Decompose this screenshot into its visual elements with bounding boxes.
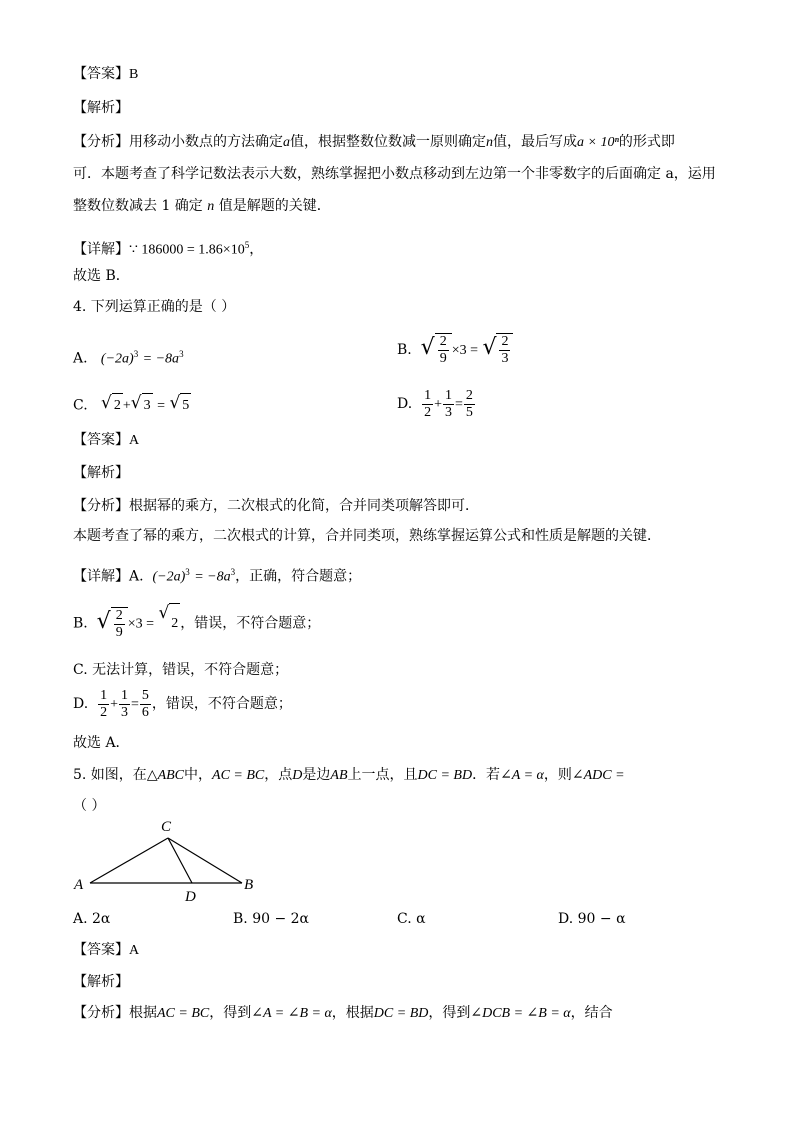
q4-option-d: D. $\frac{1}{2}$ + $\frac{1}{3}$ = $\frac{2}{5}$ [397, 387, 473, 420]
option-label: B. [397, 342, 412, 358]
analysis-tag: 【分析】 [73, 134, 129, 150]
sqrt: √ $\frac{2}{9}$ [97, 607, 128, 641]
q4-analysis-line2: 本题考查了幂的乘方，二次根式的计算，合并同类项，熟练掌握运算公式和性质是解题的关键． [73, 528, 661, 544]
q4-option-b [397, 330, 513, 371]
label-d: D [185, 889, 196, 905]
detail-label: B. [73, 615, 88, 632]
answer-tag: 【答案】 [73, 432, 129, 448]
math-n: n [207, 199, 215, 214]
detail-text: ，错误，不符合题意； [151, 696, 292, 712]
detail-text: ，错误，不符合题意； [180, 615, 321, 632]
answer-value: A [129, 433, 140, 448]
op: = [157, 398, 165, 414]
sqrt: √ 2 [158, 603, 180, 644]
q4-option-c [73, 393, 191, 419]
q5-analysis-heading: 【解析】 [73, 974, 129, 990]
analysis-tag: 【分析】 [73, 498, 129, 514]
q4-detail-b: B. √ $\frac{2}{9}$ ×3 = √ 2 ，错误，不符合题意； [73, 603, 320, 645]
q3-analysis-line1 [73, 132, 675, 153]
q4-detail-d: D. $\frac{1}{2}$ + $\frac{1}{3}$ = $\frac{5}{6}$ ，错误，不符合题意； [73, 687, 292, 720]
analysis-text: 的形式即 [618, 134, 675, 150]
answer-value: B [129, 67, 139, 82]
sqrt: √ $\frac{2}{9}$ [421, 333, 452, 367]
option-rhs: = −8a [142, 351, 180, 367]
q5-answer-line [73, 940, 139, 961]
option-label: D. [397, 396, 413, 412]
sqrt: √ 3 [131, 393, 153, 418]
detail-label: D. [73, 696, 89, 712]
sqrt: √ $\frac{2}{3}$ [482, 333, 513, 367]
analysis-text: 用移动小数点的方法确定 [129, 134, 283, 150]
analysis-text: 值，根据整数位数减一原则确定 [290, 134, 486, 150]
op: + [122, 398, 131, 414]
q4-detail-a: 【详解】A. $(-2a)^3 = -8a^3$，正确，符合题意； [73, 567, 362, 585]
label-c: C [161, 819, 172, 835]
analysis-heading: 解析 [87, 465, 115, 481]
q5-analysis-line1: 【分析】根据AC = BC，得到∠A = ∠B = α，根据DC = BD，得到∠DCB = ∠B = α，结合 [73, 1005, 613, 1021]
detail-end: ， [249, 241, 264, 258]
fraction: $\frac{2}{5}$ [465, 387, 473, 420]
math-n: n [486, 135, 493, 150]
q3-analysis-line3 [73, 196, 331, 217]
analysis-heading: 解析 [87, 974, 115, 990]
q5-option-b: B. 90 − 2α [233, 911, 309, 927]
answer-tag: 【答案】 [73, 66, 129, 82]
segment-cb [168, 838, 242, 883]
q4-option-a [73, 342, 184, 372]
option-label: C. [73, 397, 88, 414]
detail-tag: 【详解】 [73, 568, 129, 585]
answer-tag: 【答案】 [73, 942, 129, 958]
analysis-text: 值是解题的关键． [218, 198, 331, 214]
label-a: A [74, 877, 84, 893]
detail-expr: ∵ 186000 = 1.86×10 [129, 242, 245, 258]
math-a: a [283, 135, 290, 150]
detail-label: A. [129, 568, 144, 585]
segment-ac [90, 838, 168, 883]
q4-analysis-line1 [73, 496, 479, 516]
q4-analysis-heading: 【解析】 [73, 465, 129, 481]
detail-text: ，正确，符合题意； [235, 568, 362, 585]
detail-tag: 【详解】 [73, 241, 129, 258]
q3-detail-line [73, 235, 263, 261]
q4-conclusion: 故选 A． [73, 735, 130, 751]
q5-stem-line1: 5. 如图，在△ABC中，AC = BC，点D是边AB上一点，且DC = BD．若∠A = α，则∠ADC = [73, 767, 625, 783]
q4-stem: 4. 下列运算正确的是（ ） [73, 299, 236, 315]
option-label: A. [73, 350, 88, 367]
analysis-text: 值，最后写成 [493, 134, 577, 150]
analysis-text: 根据幂的乘方，二次根式的化简，合并同类项解答即可． [129, 498, 479, 514]
q3-conclusion: 故选 B． [73, 268, 130, 284]
q3-answer-line [73, 64, 138, 85]
analysis-heading: 解析 [87, 100, 115, 116]
detail-rhs: = −8a [194, 569, 231, 585]
option-expr: (−2a) [100, 351, 134, 367]
q5-option-a: A. 2α [73, 911, 111, 927]
sqrt: √ 2 [101, 393, 123, 418]
option-exp: 3 [133, 349, 139, 359]
detail-expr: (−2a) [152, 569, 186, 585]
fraction: $\frac{1}{3}$ [445, 387, 452, 420]
q5-option-d: D. 90 − α [558, 911, 626, 927]
analysis-text: 整数位数减去 1 确定 [73, 198, 203, 214]
q3-analysis-line2: 可．本题考查了科学记数法表示大数，熟练掌握把小数点移动到左边第一个非零数字的后面确定 a，运用 [73, 166, 716, 182]
q4-answer-line [73, 430, 139, 451]
label-b: B [244, 877, 254, 893]
fraction: $\frac{1}{2}$ [424, 387, 432, 420]
q3-analysis-heading: 【解析】 [73, 100, 129, 116]
q5-stem-paren: （ ） [73, 798, 106, 814]
math-sci-form: a × 10ⁿ [577, 135, 619, 150]
option-mid: ×3 = [451, 343, 478, 358]
triangle-figure [68, 815, 268, 907]
answer-value: A [129, 943, 140, 958]
sqrt: √ 5 [169, 393, 191, 418]
detail-exponent: 5 [244, 240, 250, 250]
option-exp: 3 [179, 349, 184, 359]
q4-detail-c: C. 无法计算，错误，不符合题意； [73, 662, 289, 678]
q5-option-c: C. α [397, 911, 426, 927]
